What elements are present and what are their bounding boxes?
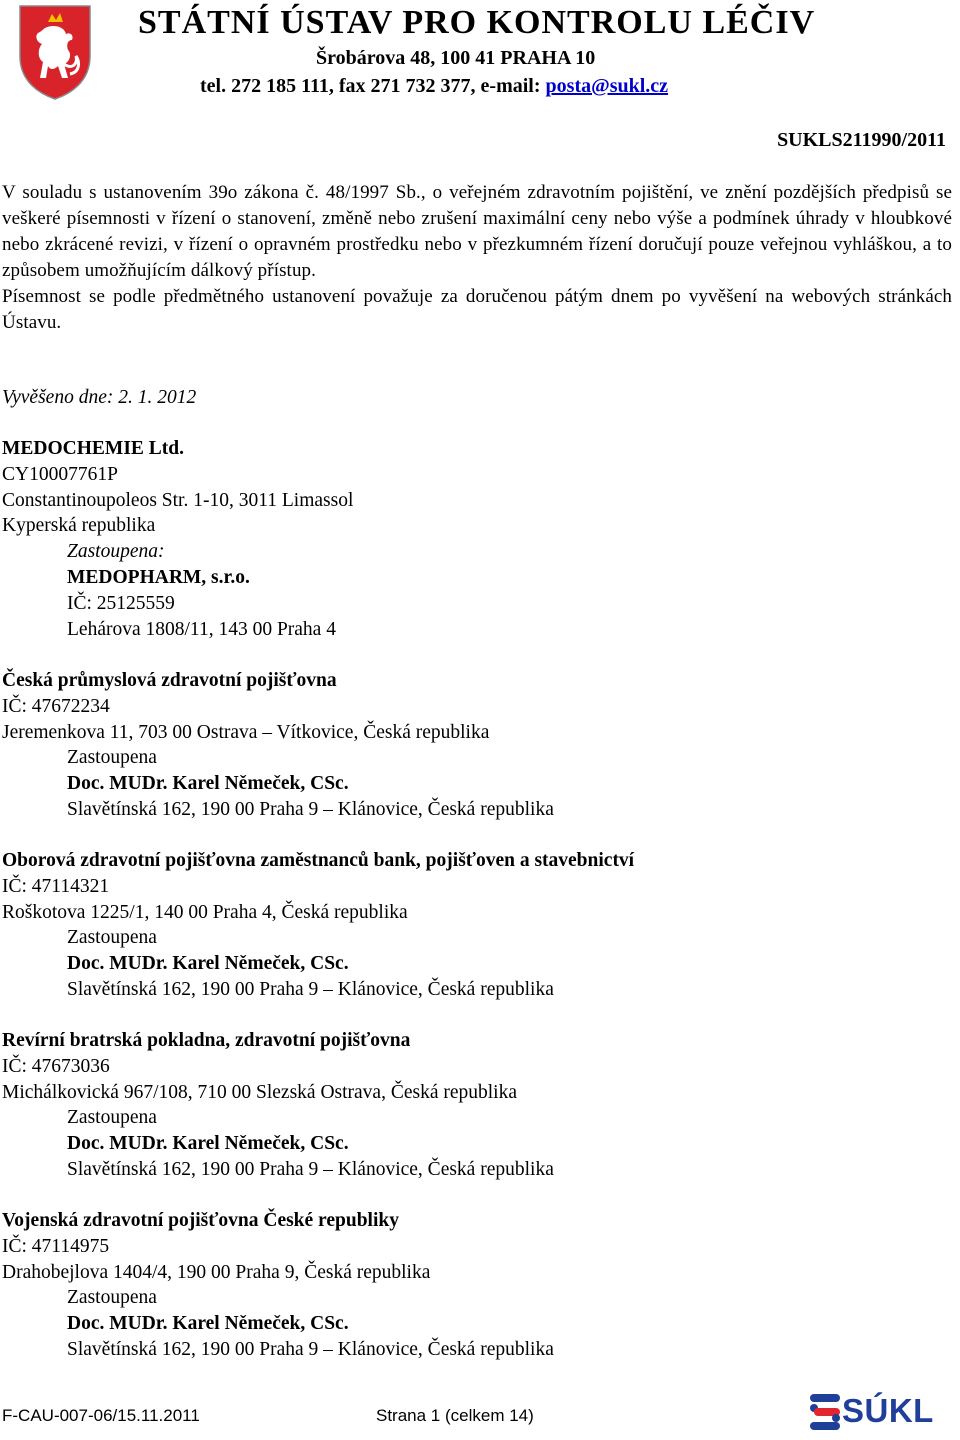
email-link[interactable]: posta@sukl.cz (545, 75, 669, 97)
sukl-emblem-icon (810, 1394, 844, 1430)
representative-address: Slavětínská 162, 190 00 Praha 9 – Klánovice, Česká republika (67, 1158, 554, 1180)
sukl-logo-text: SÚKL (842, 1392, 934, 1429)
representative-name: MEDOPHARM, s.r.o. (67, 566, 250, 588)
legal-paragraph (2, 180, 952, 336)
representative-name: Doc. MUDr. Karel Němeček, CSc. (67, 953, 349, 975)
insurer-name: Vojenská zdravotní pojišťovna České republiky (2, 1210, 399, 1231)
representative-name: Doc. MUDr. Karel Němeček, CSc. (67, 773, 349, 795)
coat-of-arms-logo (18, 4, 92, 100)
party-street: Constantinoupoleos Str. 1-10, 3011 Limassol (2, 489, 354, 511)
insurer-ic: IČ: 47672234 (2, 695, 110, 717)
insurer-ic: IČ: 47673036 (2, 1055, 110, 1077)
represented-label: Zastoupena (67, 747, 157, 769)
party-insurer-ozp (2, 848, 952, 1003)
insurer-name: Revírní bratrská pokladna, zdravotní pojišťovna (2, 1030, 411, 1051)
representative-address: Slavětínská 162, 190 00 Praha 9 – Klánovice, Česká republika (67, 798, 554, 820)
party-name: MEDOCHEMIE Ltd. (2, 438, 185, 459)
paragraph-1: V souladu s ustanovením 39o zákona č. 48/1997 Sb., o veřejném zdravotním pojištění, ve znění pozdějších předpisů se veškeré písemnosti v řízení o stanovení, změně nebo zrušení maximální ceny nebo výše a podmínek úhrady v hloubkové nebo zkrácené revizi, v řízení o opravném prostředku nebo v přezkumném řízení doručují pouze veřejnou vyhláškou, a to způsobem umožňujícím dálkový přístup. (2, 182, 952, 281)
party-insurer-rbp (2, 1028, 952, 1183)
party-country: Kyperská republika (2, 515, 156, 537)
party-insurer-vozp (2, 1208, 952, 1363)
insurer-address: Michálkovická 967/108, 710 00 Slezská Ostrava, Česká republika (2, 1081, 518, 1103)
representative-ic: IČ: 25125559 (67, 592, 175, 614)
contact-text: tel. 272 185 111, fax 271 732 377, e-mail: (200, 75, 546, 97)
institution-address: Šrobárova 48, 100 41 PRAHA 10 (316, 47, 596, 69)
page-number: Strana 1 (celkem 14) (376, 1406, 534, 1425)
reference-number: SUKLS211990/2011 (777, 129, 946, 151)
represented-label: Zastoupena (67, 1287, 157, 1309)
representative-address: Slavětínská 162, 190 00 Praha 9 – Klánovice, Česká republika (67, 978, 554, 1000)
insurer-name: Česká průmyslová zdravotní pojišťovna (2, 670, 337, 691)
represented-label: Zastoupena (67, 1107, 157, 1129)
insurer-ic: IČ: 47114321 (2, 875, 110, 897)
insurer-name: Oborová zdravotní pojišťovna zaměstnanců bank, pojišťoven a stavebnictví (2, 850, 635, 871)
paragraph-2: Písemnost se podle předmětného ustanovení považuje za doručenou pátým dnem po vyvěšení na webových stránkách Ústavu. (2, 286, 952, 333)
representative-name: Doc. MUDr. Karel Němeček, CSc. (67, 1313, 349, 1335)
representative-address: Slavětínská 162, 190 00 Praha 9 – Klánovice, Česká republika (67, 1338, 554, 1360)
insurer-ic: IČ: 47114975 (2, 1235, 110, 1257)
insurer-address: Roškotova 1225/1, 140 00 Praha 4, Česká republika (2, 901, 408, 923)
represented-label: Zastoupena: (67, 541, 165, 563)
representative-name: Doc. MUDr. Karel Němeček, CSc. (67, 1133, 349, 1155)
sukl-logo-mark (810, 1394, 844, 1430)
party-medochemie (2, 436, 952, 642)
represented-label: Zastoupena (67, 927, 157, 949)
lion-shield-icon (18, 4, 92, 100)
document-code: F-CAU-007-06/15.11.2011 (2, 1406, 200, 1425)
insurer-address: Drahobejlova 1404/4, 190 00 Praha 9, Česká republika (2, 1261, 431, 1283)
representative-address: Lehárova 1808/11, 143 00 Praha 4 (67, 618, 336, 640)
insurer-address: Jeremenkova 11, 703 00 Ostrava – Vítkovice, Česká republika (2, 721, 490, 743)
institution-contact (200, 75, 668, 98)
institution-title: STÁTNÍ ÚSTAV PRO KONTROLU LÉČIV (138, 4, 816, 41)
posted-date: Vyvěšeno dne: 2. 1. 2012 (2, 387, 197, 408)
party-id: CY10007761P (2, 463, 118, 485)
party-insurer-cpzp (2, 668, 952, 823)
